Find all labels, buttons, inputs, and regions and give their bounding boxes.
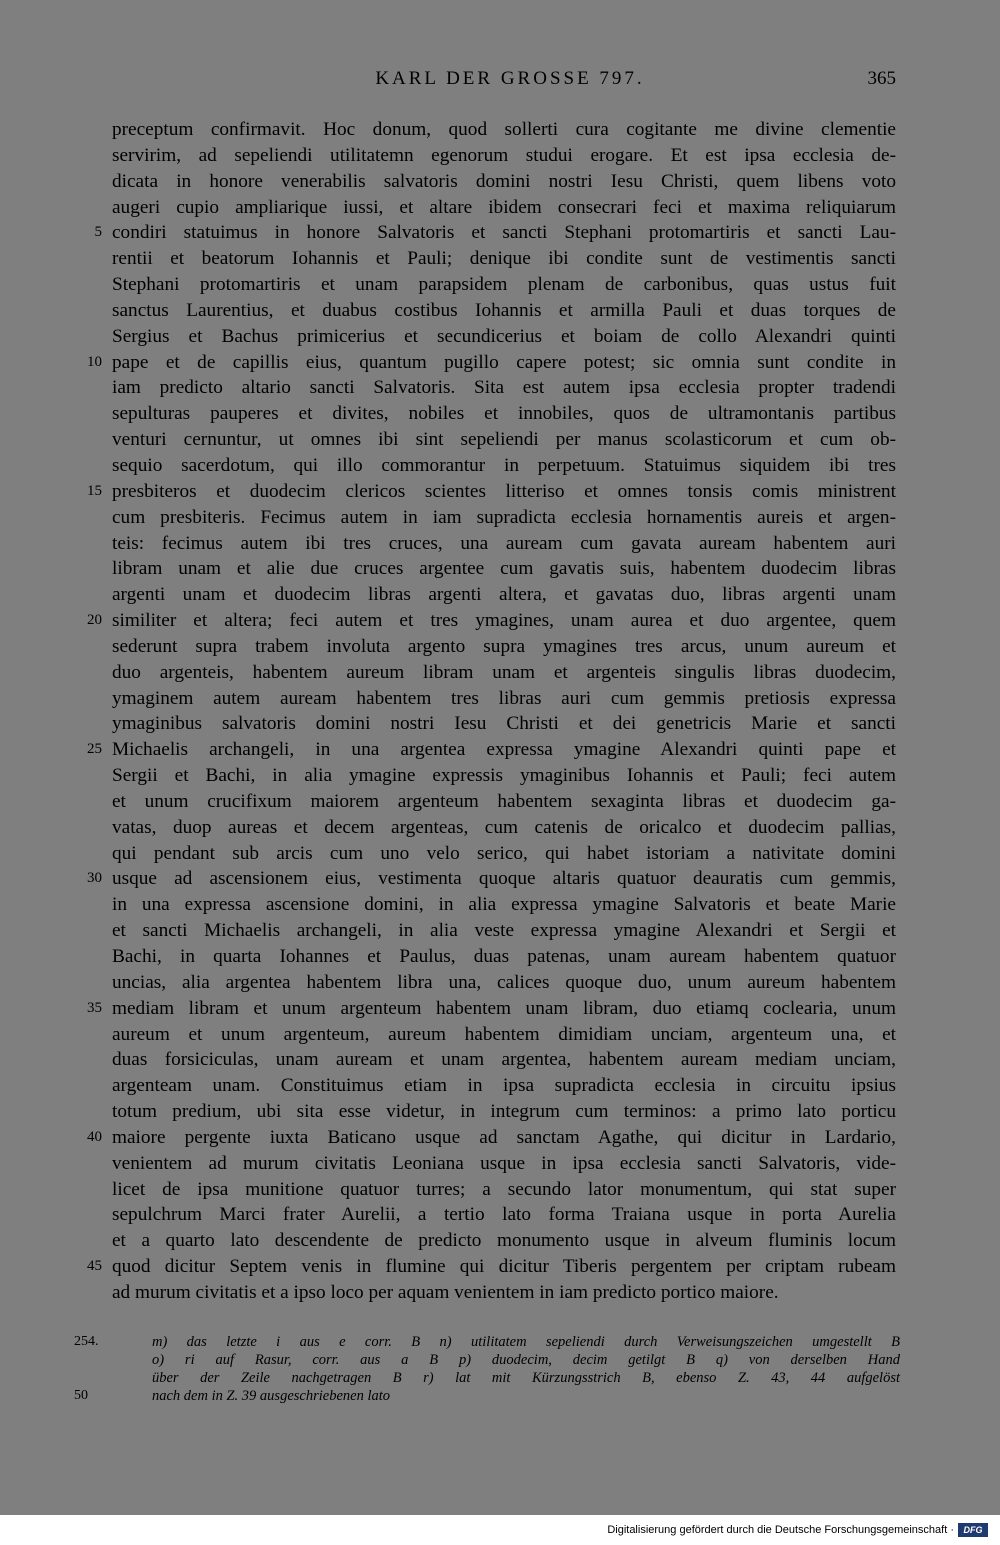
text-line — [87, 608, 896, 634]
line-text: presbiteros et duodecim clericos scientes litteriso et omnes tonsis comis ministrent — [112, 480, 896, 502]
line-text: et unum crucifixum maiorem argenteum habentem sexaginta libras et duodecim ga- — [112, 790, 896, 812]
line-number: 15 — [87, 482, 102, 499]
line-text: preceptum confirmavit. Hoc donum, quod sollerti cura cogitante me divine clementie — [112, 119, 896, 140]
text-line — [112, 582, 896, 608]
text-line — [112, 169, 896, 195]
text-line — [112, 272, 896, 298]
text-line — [112, 401, 896, 427]
line-text: quod dicitur Septem venis in flumine qui dicitur Tiberis pergentem per criptam rubeam — [112, 1256, 896, 1278]
text-line — [112, 1177, 896, 1203]
text-line — [112, 1073, 896, 1099]
text-line — [112, 660, 896, 686]
line-text: et sancti Michaelis archangeli, in alia veste expressa ymagine Alexandri et Sergii et — [112, 920, 896, 942]
text-line — [112, 892, 896, 918]
text-line — [112, 1228, 896, 1254]
line-text: libram unam et alie due cruces argentee cum gavatis suis, habentem duodecim libras — [112, 558, 896, 580]
line-text: Stephani protomartiris et unam parapsidem plenam de carbonibus, quas ustus fuit — [112, 274, 896, 296]
dfg-logo[interactable]: DFG — [958, 1523, 988, 1537]
line-text: augeri cupio ampliarique iussi, et altare ibidem consecrari feci et maxima reliquiarum — [112, 196, 896, 218]
line-text: usque ad ascensionem eius, vestimenta quoque altaris quatuor deauratis cum gemmis, — [112, 868, 896, 890]
text-line — [112, 918, 896, 944]
text-line — [87, 350, 896, 376]
text-line — [112, 1280, 896, 1306]
text-line — [87, 866, 896, 892]
line-text: sanctus Laurentius, et duabus costibus Iohannis et armilla Pauli et duas torques de — [112, 299, 896, 321]
line-text: totum predium, ubi sita esse videtur, in integrum cum terminos: a primo lato porticu — [112, 1101, 896, 1123]
line-text: sepulchrum Marci frater Aurelii, a tertio lato forma Traiana usque in porta Aurelia — [112, 1204, 896, 1226]
line-number: 10 — [87, 353, 102, 370]
text-line — [87, 737, 896, 763]
line-number: 35 — [87, 999, 102, 1016]
text-line — [87, 996, 896, 1022]
text-line — [112, 505, 896, 531]
text-line — [112, 815, 896, 841]
text-line — [87, 479, 896, 505]
text-line — [112, 324, 896, 350]
line-number: 40 — [87, 1128, 102, 1145]
text-line — [112, 634, 896, 660]
line-text: mediam libram et unum argenteum habentem unam libram, duo etiamq coclearia, unum — [112, 997, 896, 1019]
footer-credit[interactable]: Digitalisierung gefördert durch die Deutsche Forschungsgemeinschaft · — [607, 1524, 954, 1536]
line-text: ad murum civitatis et a ipso loco per aquam venientem in iam predicto portico maiore. — [112, 1281, 779, 1303]
line-text: sederunt supra trabem involuta argento supra ymagines tres arcus, unum aureum et — [112, 635, 896, 657]
text-line — [112, 686, 896, 712]
footnote-line — [74, 1387, 900, 1405]
text-line — [112, 195, 896, 221]
text-line — [112, 944, 896, 970]
line-text: pape et de capillis eius, quantum pugillo capere potest; sic omnia sunt condite in — [112, 351, 896, 373]
text-line — [94, 220, 896, 246]
line-text: rentii et beatorum Iohannis et Pauli; denique ibi condite sunt de vestimentis sancti — [112, 248, 896, 270]
line-text: qui pendant sub arcis cum uno velo serico, qui habet istoriam a nativitate domini — [112, 842, 896, 864]
line-text: iam predicto altario sancti Salvatoris. Sita est autem ipsa ecclesia propter tradendi — [112, 377, 896, 399]
text-line — [112, 375, 896, 401]
text-line — [112, 427, 896, 453]
line-text: argenti unam et duodecim libras argenti altera, et gavatas duo, libras argenti unam — [112, 584, 896, 606]
text-line — [112, 711, 896, 737]
line-text: duas forsiciculas, unam auream et unam argentea, habentem auream mediam unciam, — [112, 1049, 896, 1071]
text-line — [112, 453, 896, 479]
text-line — [112, 298, 896, 324]
line-text: vatas, duop aureas et decem argenteas, cum catenis de oricalco et duodecim pallias, — [112, 816, 896, 838]
line-text: licet de ipsa munitione quatuor turres; a secundo lator monumentum, qui stat super — [112, 1178, 896, 1200]
line-text: similiter et altera; feci autem et tres ymagines, unam aurea et duo argentee, quem — [112, 610, 896, 632]
text-line — [112, 1047, 896, 1073]
text-line — [112, 1099, 896, 1125]
line-text: condiri statuimus in honore Salvatoris et sancti Stephani protomartiris et sancti Lau- — [112, 222, 896, 244]
text-line — [112, 789, 896, 815]
text-line — [112, 143, 896, 169]
line-text: argenteam unam. Constituimus etiam in ipsa supradicta ecclesia in circuitu ipsius — [112, 1075, 896, 1097]
text-line — [112, 763, 896, 789]
text-line — [112, 117, 896, 143]
line-number: 25 — [87, 741, 102, 758]
line-text: Sergii et Bachi, in alia ymagine expressis ymaginibus Iohannis et Pauli; feci autem — [112, 765, 896, 787]
text-line — [112, 1151, 896, 1177]
line-number: 20 — [87, 612, 102, 629]
footnote-number: 254. — [74, 1334, 99, 1349]
line-text: cum presbiteris. Fecimus autem in iam supradicta ecclesia hornamentis aureis et argen- — [112, 506, 896, 528]
footnote-text: o) ri auf Rasur, corr. aus a B p) duodecim, decim getilgt B q) von derselben Hand — [152, 1352, 900, 1368]
line-text: Bachi, in quarta Iohannes et Paulus, duas patenas, unam auream habentem quatuor — [112, 946, 896, 967]
line-text: duo argenteis, habentem aureum libram unam et argenteis singulis libras duodecim, — [112, 661, 896, 683]
text-line — [112, 531, 896, 557]
body-text — [87, 117, 896, 1306]
footnote-text: m) das letzte i aus e corr. B n) utilitatem sepeliendi durch Verweisungszeichen umgestellt B — [152, 1334, 900, 1350]
line-text: ymaginibus salvatoris domini nostri Iesu Christi et dei genetricis Marie et sancti — [112, 713, 896, 735]
footnote-line — [152, 1351, 900, 1369]
line-number: 45 — [87, 1258, 102, 1275]
page-number: 365 — [867, 68, 896, 89]
text-line — [112, 1022, 896, 1048]
footnote-text: nach dem in Z. 39 ausgeschriebenen lato — [152, 1388, 391, 1404]
footnote-line — [74, 1333, 900, 1351]
line-text: aureum et unum argenteum, aureum habentem dimidiam unciam, argenteum una, et — [112, 1023, 896, 1045]
footnote-line — [152, 1369, 900, 1387]
running-head: KARL DER GROSSE 797. — [375, 68, 645, 89]
line-text: uncias, alia argentea habentem libra una, calices quoque duo, unum aureum habentem — [112, 971, 896, 993]
line-text: teis: fecimus autem ibi tres cruces, una auream cum gavata auream habentem auri — [112, 532, 896, 554]
text-line — [112, 841, 896, 867]
text-line — [87, 1125, 896, 1151]
line-number: 30 — [87, 870, 102, 887]
text-line — [112, 246, 896, 272]
line-text: venientem ad murum civitatis Leoniana usque in ipsa ecclesia sancti Salvatoris, vide- — [112, 1152, 896, 1174]
line-text: sequio sacerdotum, qui illo commorantur in perpetuum. Statuimus siquidem ibi tres — [112, 454, 896, 476]
text-line — [112, 970, 896, 996]
footnote-number: 50 — [74, 1388, 88, 1403]
line-text: sepulturas pauperes et divites, nobiles et innobiles, quos de ultramontanis partibus — [112, 403, 896, 425]
line-text: venturi cernuntur, ut omnes ibi sint sepeliendi per manus scolasticorum et cum ob- — [112, 429, 896, 451]
line-text: maiore pergente iuxta Baticano usque ad sanctam Agathe, qui dicitur in Lardario, — [112, 1126, 896, 1148]
line-text: servirim, ad sepeliendi utilitatemn egenorum studui erogare. Et est ipsa ecclesia de- — [112, 144, 896, 166]
line-text: Sergius et Bachus primicerius et secundicerius et boiam de collo Alexandri quinti — [112, 325, 896, 347]
text-line — [112, 556, 896, 582]
line-text: in una expressa ascensione domini, in alia expressa ymagine Salvatoris et beate Marie — [112, 894, 896, 916]
text-line — [87, 1254, 896, 1280]
footnotes — [74, 1333, 900, 1405]
line-text: dicata in honore venerabilis salvatoris domini nostri Iesu Christi, quem libens voto — [112, 170, 896, 192]
line-number: 5 — [94, 224, 102, 241]
line-text: Michaelis archangeli, in una argentea expressa ymagine Alexandri quinti pape et — [112, 739, 896, 761]
text-line — [112, 1202, 896, 1228]
footnote-text: über der Zeile nachgetragen B r) lat mit Kürzungsstrich B, ebenso Z. 43, 44 aufgelöst — [152, 1370, 900, 1386]
line-text: ymaginem autem auream habentem tres libras auri cum gemmis pretiosis expressa — [112, 687, 896, 709]
line-text: et a quarto lato descendente de predicto monumento usque in alveum fluminis locum — [112, 1230, 896, 1252]
